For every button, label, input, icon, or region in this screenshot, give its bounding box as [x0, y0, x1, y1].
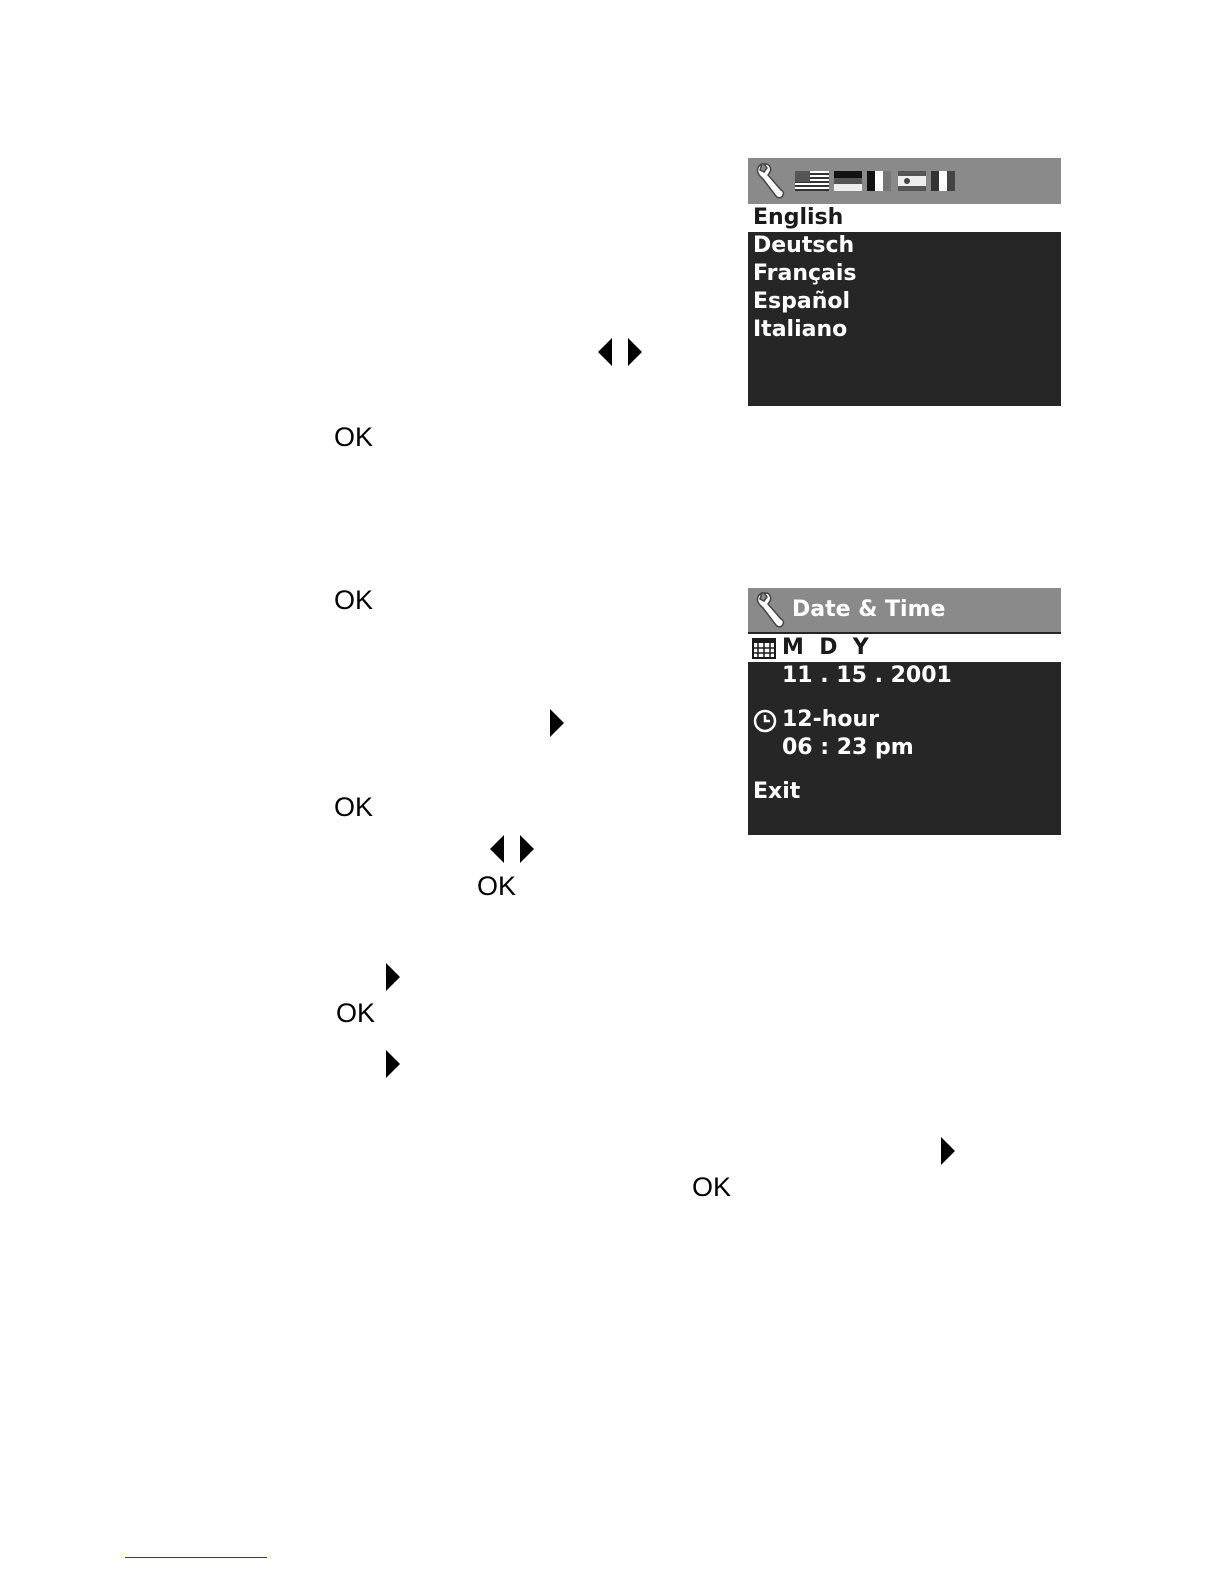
ok-button-label: OK: [334, 422, 374, 452]
language-option-label: English: [753, 205, 844, 230]
calendar-icon: [752, 638, 776, 659]
ok-button-label: OK: [334, 585, 374, 615]
arrow-right-icon: [386, 963, 400, 991]
language-option[interactable]: Italiano: [753, 317, 848, 342]
language-option-selected[interactable]: [748, 204, 1061, 232]
flag-icon: [834, 171, 862, 191]
language-screen-header: [748, 158, 1061, 204]
flag-icon: [931, 171, 955, 191]
exit-option[interactable]: Exit: [753, 779, 801, 804]
arrow-right-icon: [941, 1137, 955, 1165]
datetime-screen-header: [748, 588, 1061, 632]
ok-button-label: OK: [334, 792, 374, 822]
flag-icon: [898, 171, 926, 191]
date-value[interactable]: 11 . 15 . 2001: [782, 663, 952, 688]
arrow-right-icon: [550, 709, 564, 737]
arrow-left-icon: [598, 338, 612, 366]
arrow-right-icon: [628, 338, 642, 366]
footer-rule: [125, 1557, 267, 1558]
clock-icon: [753, 709, 777, 733]
wrench-icon: [754, 162, 788, 200]
ok-button-label: OK: [477, 871, 517, 901]
arrow-left-icon: [490, 835, 504, 863]
date-format-label: M D Y: [782, 635, 869, 660]
language-screen: [748, 158, 1061, 406]
datetime-screen: [748, 588, 1061, 835]
ok-button-label: OK: [692, 1172, 732, 1202]
date-format-row[interactable]: [748, 634, 1061, 662]
time-format-label[interactable]: 12-hour: [782, 707, 880, 732]
flag-icon: [795, 171, 829, 191]
language-option[interactable]: Español: [753, 289, 851, 314]
ok-button-label: OK: [336, 998, 376, 1028]
wrench-icon: [754, 591, 788, 629]
language-option[interactable]: Deutsch: [753, 233, 855, 258]
flag-icon: [867, 171, 891, 191]
arrow-right-icon: [386, 1050, 400, 1078]
datetime-screen-title: Date & Time: [792, 597, 946, 622]
language-option[interactable]: Français: [753, 261, 857, 286]
arrow-right-icon: [520, 835, 534, 863]
time-value[interactable]: 06 : 23 pm: [782, 735, 914, 760]
